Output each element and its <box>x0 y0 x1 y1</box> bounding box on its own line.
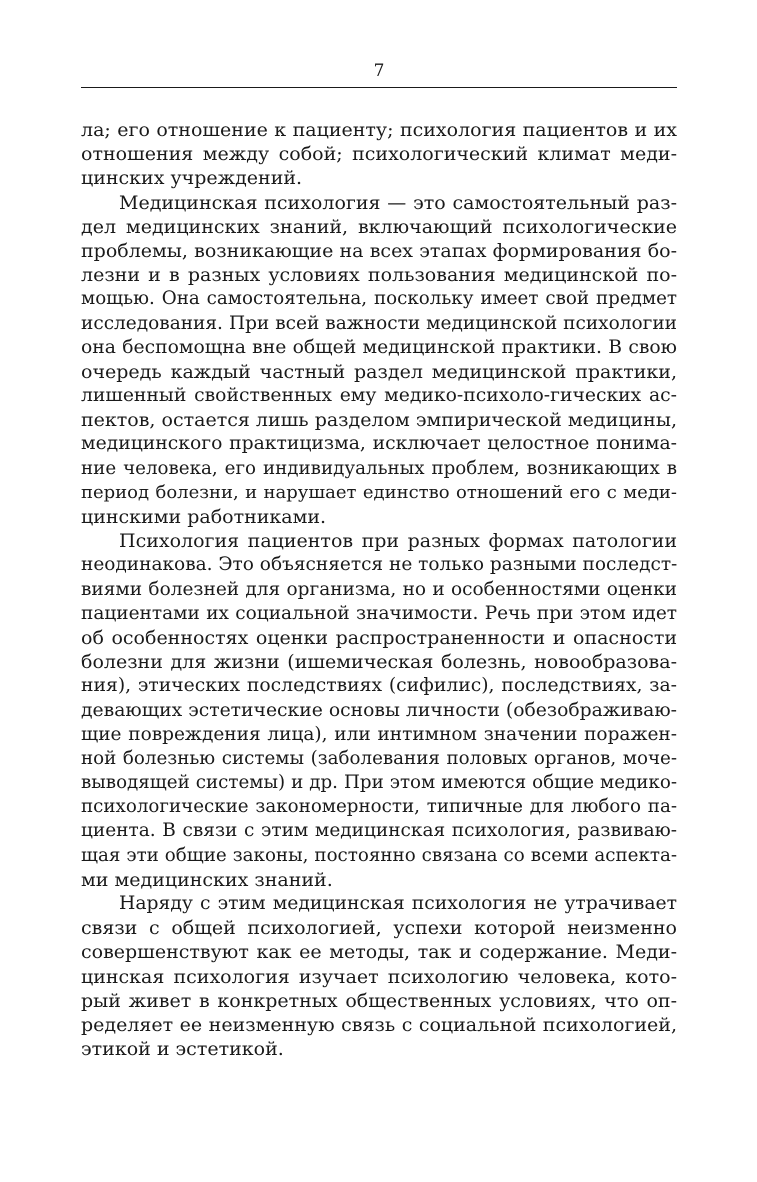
text-line: болезни для жизни (ишемическая болезнь, новообразова- <box>81 651 677 674</box>
text-line: лезни и в разных условиях пользования медицинской по- <box>81 264 677 287</box>
text-line: связи с общей психологией, успехи которой неизменно <box>81 917 677 940</box>
text-line: выводящей системы) и др. При этом имеются общие медико- <box>81 772 677 794</box>
text-line: Психология пациентов при разных формах патологии <box>119 530 677 553</box>
page-number: 7 <box>373 61 385 81</box>
paragraph <box>81 892 677 1061</box>
text-line: этикой и эстетикой. <box>81 1038 284 1061</box>
text-line: Медицинская психология — это самостоятельный раз- <box>119 191 677 214</box>
text-line: ние человека, его индивидуальных проблем, возникающих в <box>81 457 677 479</box>
text-line: период болезни, и нарушает единство отношений его с меди- <box>81 481 677 503</box>
paragraph <box>81 529 677 892</box>
text-line: она беспомощна вне общей медицинской практики. В свою <box>81 336 677 358</box>
text-line: проблемы, возникающие на всех этапах формирования бо- <box>81 239 677 262</box>
text-line: мощью. Она самостоятельна, поскольку имеет свой предмет <box>81 288 677 310</box>
text-line: отношения между собой; психологический климат меди- <box>81 143 677 166</box>
text-line: виями болезней для организма, но и особенностями оценки <box>81 578 677 600</box>
text-line: дел медицинских знаний, включающий психологические <box>81 215 677 238</box>
text-line: цинская психология изучает психологию человека, кото- <box>81 965 677 988</box>
text-line: Наряду с этим медицинская психология не утрачивает <box>119 893 677 914</box>
text-line: цинских учреждений. <box>81 167 303 190</box>
text-line: ми медицинских знаний. <box>81 868 333 891</box>
text-line: циента. В связи с этим медицинская психология, развиваю- <box>81 820 677 842</box>
text-line: ной болезнью системы (заболевания половых органов, моче- <box>81 747 677 769</box>
text-line: пектов, остается лишь разделом эмпирической медицины, <box>81 409 677 432</box>
header-rule <box>81 87 677 88</box>
text-line: совершенствуют как ее методы, так и содержание. Меди- <box>81 941 677 964</box>
text-line: цинскими работниками. <box>81 506 327 528</box>
text-line: лишенный свойственных ему медико-психоло-гических ас- <box>81 385 677 407</box>
text-line: исследования. При всей важности медицинской психологии <box>81 312 677 334</box>
text-line: ла; его отношение к пациенту; психология пациентов и их <box>81 119 677 141</box>
text-line: очередь каждый частный раздел медицинской практики, <box>81 360 677 383</box>
text-line: психологические закономерности, типичные для любого па- <box>81 796 677 818</box>
text-line: об особенностях оценки распространенности и опасности <box>81 626 677 649</box>
text-line: щие повреждения лица), или интимном значении поражен- <box>81 723 677 745</box>
text-line: девающих эстетические основы личности (обезображиваю- <box>81 699 677 721</box>
text-line: рый живет в конкретных общественных условиях, что оп- <box>81 989 677 1012</box>
paragraph <box>81 191 677 530</box>
text-line: пациентами их социальной значимости. Речь при этом идет <box>81 602 677 624</box>
text-line: щая эти общие законы, постоянно связана со всеми аспекта- <box>81 844 677 866</box>
paragraph <box>81 118 677 191</box>
text-line: ния), этических последствиях (сифилис), последствиях, за- <box>81 675 677 697</box>
text-line: медицинского практицизма, исключает целостное понима- <box>81 433 677 455</box>
text-line: неодинакова. Это объясняется не только разными последст- <box>81 554 678 576</box>
text-line: ределяет ее неизменную связь с социальной психологией, <box>81 1013 677 1036</box>
body-text <box>81 118 677 1061</box>
